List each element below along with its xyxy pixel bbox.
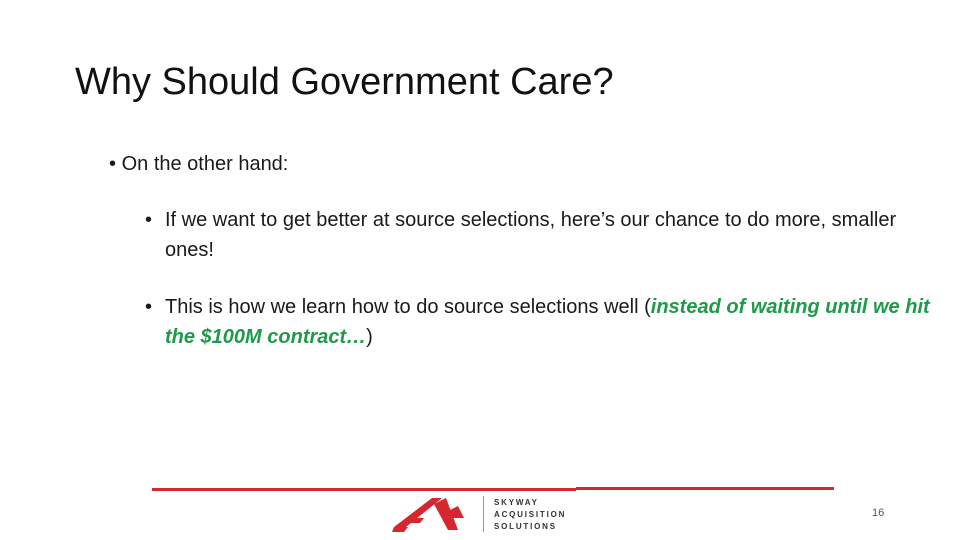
- bullet-item-1: [145, 205, 945, 265]
- bullet-item-2-text: This is how we learn how to do source selections well (: [165, 296, 651, 318]
- slide-title: Why Should Government Care?: [75, 61, 614, 103]
- bullet-level1-text: On the other hand:: [121, 153, 289, 175]
- logo-text: [494, 497, 566, 533]
- footer-rule-right: [576, 487, 834, 490]
- skyway-logo-icon: [392, 494, 470, 534]
- bullet-dot: •: [145, 209, 153, 231]
- page-number: 16: [872, 507, 885, 519]
- bullet-dot: •: [109, 153, 117, 175]
- bullet-item-1-text: If we want to get better at source selections, here’s our chance to do more, smaller ones!: [165, 209, 897, 261]
- bullet-item-2-emphasis: instead of waiting until we hit the $100M contract…: [165, 296, 930, 348]
- logo-divider: [483, 496, 484, 532]
- logo-line: SOLUTIONS: [494, 522, 557, 531]
- logo-line: SKYWAY: [494, 498, 539, 507]
- bullet-dot: •: [145, 296, 153, 318]
- logo-line: ACQUISITION: [494, 510, 567, 519]
- footer-rule-left: [152, 488, 576, 491]
- bullet-item-2-body: [145, 292, 945, 352]
- bullet-item-2-close: ): [366, 326, 373, 348]
- bullet-item-2: [145, 292, 945, 352]
- bullet-level1: [109, 151, 288, 177]
